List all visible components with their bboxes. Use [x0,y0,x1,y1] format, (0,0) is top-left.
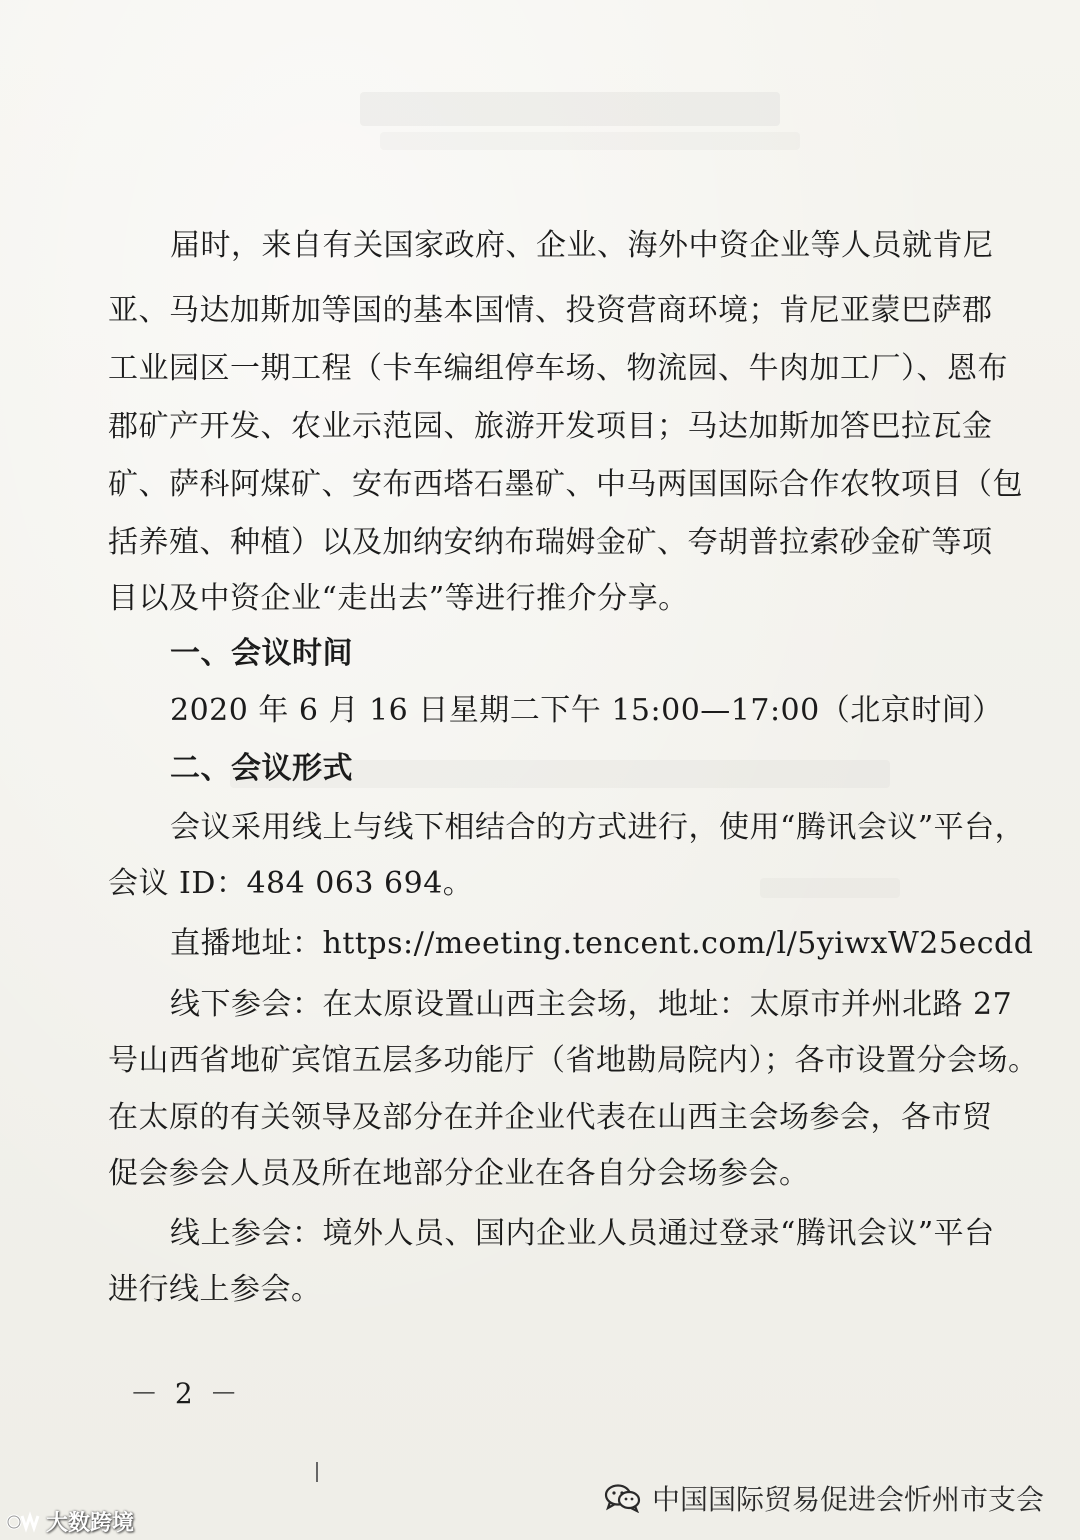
brand-name: 大数跨境 [46,1511,135,1536]
paragraph-line: 目以及中资企业“走出去”等进行推介分享。 [108,581,689,616]
paragraph-line: 在太原的有关领导及部分在并企业代表在山西主会场参会，各市贸 [108,1100,993,1135]
paragraph-line: 线下参会：在太原设置山西主会场，地址：太原市并州北路 27 [170,987,1013,1022]
section-heading: 二、会议形式 [170,751,353,786]
paragraph-line: 号山西省地矿宾馆五层多功能厅（省地勘局院内）；各市设置分会场。 [108,1043,1039,1078]
brand-watermark [6,1506,134,1537]
paragraph-line: 矿、萨科阿煤矿、安布西塔石墨矿、中马两国国际合作农牧项目（包 [108,467,1023,502]
bleed-through-mark [380,132,800,150]
paragraph-line: 届时，来自有关国家政府、企业、海外中资企业等人员就肯尼 [170,228,994,263]
page-number: － 2 － [130,1377,242,1410]
meeting-id-line: 会议 ID：484 063 694。 [108,866,474,901]
meeting-time: 2020 年 6 月 16 日星期二下午 15:00—17:00（北京时间） [170,693,1003,728]
paragraph-line: 工业园区一期工程（卡车编组停车场、物流园、牛肉加工厂）、恩布 [108,351,1008,386]
paragraph-line: 亚、马达加斯加等国的基本国情、投资营商环境；肯尼亚蒙巴萨郡 [108,293,993,328]
account-name: 中国国际贸易促进会忻州市支会 [651,1483,1044,1516]
account-watermark [604,1478,1044,1518]
paragraph-line: 线上参会：境外人员、国内企业人员通过登录“腾讯会议”平台 [170,1216,995,1251]
paragraph-line: 促会参会人员及所在地部分企业在各自分会场参会。 [108,1156,810,1191]
paragraph-line: 会议采用线上与线下相结合的方式进行，使用“腾讯会议”平台， [170,810,1026,845]
section-heading: 一、会议时间 [170,636,353,671]
paragraph-line: 括养殖、种植）以及加纳安纳布瑞姆金矿、夸胡普拉索砂金矿等项 [108,525,993,560]
scan-mark [316,1462,318,1482]
paragraph-line: 郡矿产开发、农业示范园、旅游开发项目；马达加斯加答巴拉瓦金 [108,409,993,444]
live-address-line: 直播地址：https://meeting.tencent.com/l/5yiwxW25ecdd [170,926,1034,961]
paragraph-line: 进行线上参会。 [108,1272,322,1307]
bleed-through-mark [360,92,780,126]
logo-icon [6,1510,42,1534]
wechat-icon [604,1483,642,1513]
